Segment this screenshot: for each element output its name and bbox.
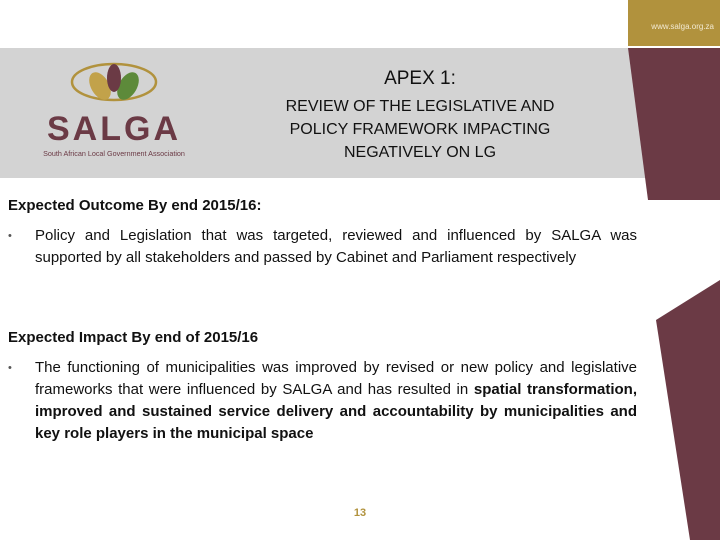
impact-heading: Expected Impact By end of 2015/16 xyxy=(8,329,259,346)
bullet-icon: • xyxy=(8,362,12,374)
page-subtitle xyxy=(240,95,600,164)
bullet-icon: • xyxy=(8,230,12,242)
page-number: 13 xyxy=(353,507,367,519)
website-url: www.salga.org.za xyxy=(651,22,714,31)
outcome-heading: Expected Outcome By end 2015/16: xyxy=(8,197,262,214)
subtitle-line-3: NEGATIVELY ON LG xyxy=(343,144,497,161)
impact-text xyxy=(35,357,637,445)
subtitle-line-1: REVIEW OF THE LEGISLATIVE AND xyxy=(285,98,555,115)
subtitle-line-2: POLICY FRAMEWORK IMPACTING xyxy=(289,121,551,138)
impact-text-regular: The functioning of municipalities was improved by revised or new policy and legislative frameworks that were influenced by SALGA and has resulted in xyxy=(35,359,637,398)
logo-wordmark: SALGA xyxy=(47,110,181,148)
outcome-text: Policy and Legislation that was targeted, reviewed and influenced by SALGA was supported by all stakeholders and passed by Cabinet and Parliament respectively xyxy=(35,227,637,266)
logo-emblem-icon xyxy=(72,64,156,103)
salga-logo xyxy=(14,58,214,162)
impact-text-bold: spatial transformation, improved and sustained service delivery and accountability by municipalities and key role players in the municipal space xyxy=(35,381,638,442)
logo-tagline: South African Local Government Association xyxy=(43,149,185,158)
page-title: APEX 1: xyxy=(384,68,456,89)
